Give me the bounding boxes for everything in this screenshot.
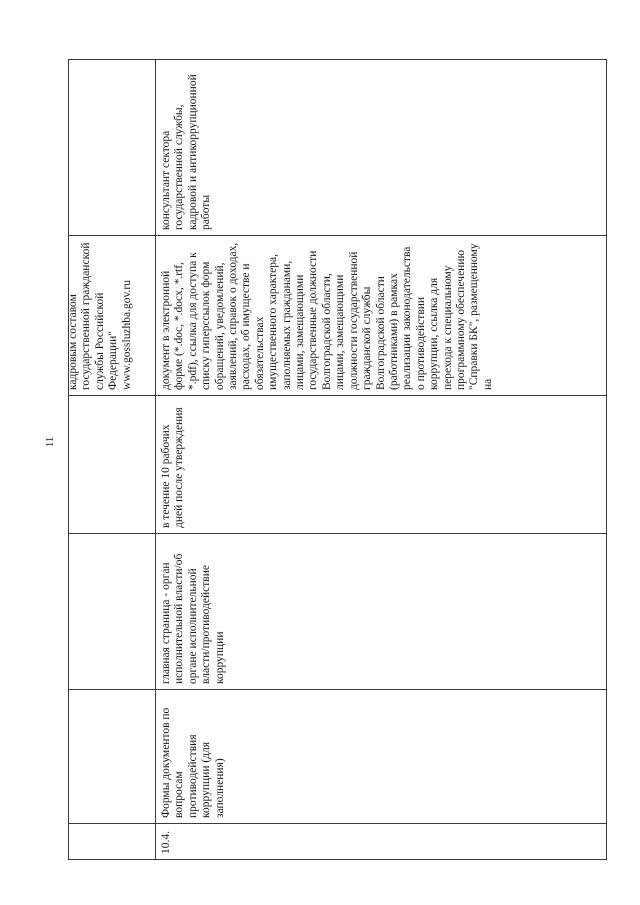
cell-title: Формы документов по вопросам противодействия коррупции (для заполнения) [156,690,607,824]
table-row-continuation [69,60,156,860]
cell-format: документ в электронной форме (*.doc, *.docx, *.rtf, *.pdf), ссылка для доступа к списку гиперссылок форм обращений, уведомлений, заявлений, справок о доходах, расходах, об имуществе и обязательствах имущественного характера, заполняемых гражданами, лицами, замещающими государственные должности Волгоградской области, лицами, замещающими должности государственной гражданской службы Волгоградской области (работниками) в рамках реализации законодательства о противодействии коррупции, ссылка для перехода к специальному программному обеспечению "Справки БК", размещенному на [156,236,607,396]
document-table [68,59,607,860]
cell-format-continuation [69,236,156,396]
cell-empty [69,534,156,690]
cell-empty [69,824,156,860]
cell-location: главная страница - орган исполнительной власти/об органе исполнительной власти/противодействие коррупции [156,534,607,690]
document-table-frame [68,60,598,860]
cell-empty [69,690,156,824]
cell-deadline: в течение 10 рабочих дней после утверждения [156,396,607,534]
page-number: 11 [44,436,56,448]
format-continuation-text: кадровым составом государственной гражданской службы Российской Федерации" www.gossluzhba.gov.ru [67,242,133,390]
rotated-table-container [68,60,598,860]
table-row [156,60,607,860]
cell-empty [69,60,156,236]
cell-responsible: консультант сектора государственной службы, кадровой и антикоррупционной работы [156,60,607,236]
cell-number: 10.4. [156,824,607,860]
cell-empty [69,396,156,534]
